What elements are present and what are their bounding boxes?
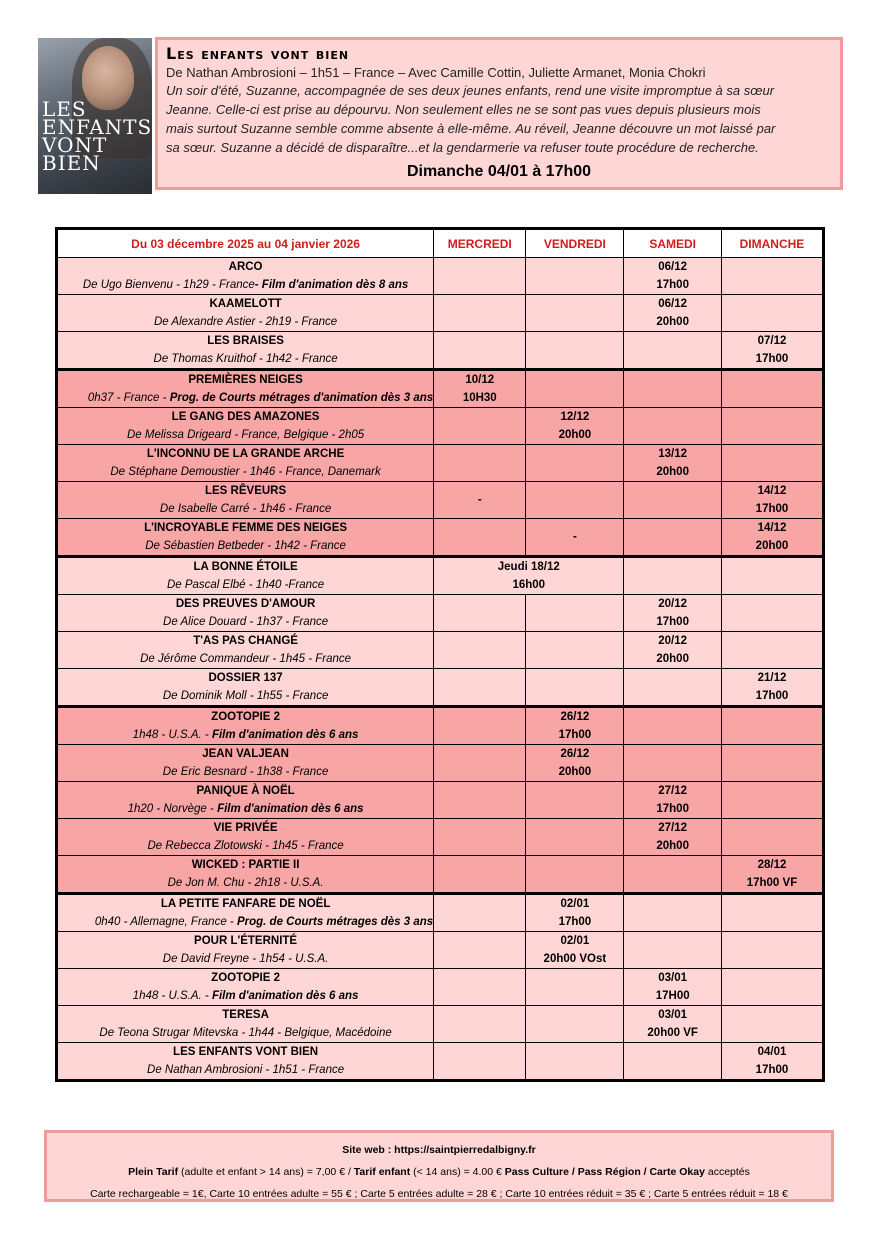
film-title: ZOOTOPIE 2 bbox=[211, 711, 280, 723]
showtime-vendredi bbox=[526, 1006, 624, 1043]
showtime-line: 12/12 bbox=[560, 411, 590, 423]
table-row bbox=[57, 969, 824, 1006]
showtime-dimanche bbox=[721, 932, 823, 969]
film-cell bbox=[57, 632, 434, 669]
header-mercredi: MERCREDI bbox=[434, 229, 526, 258]
header-period: Du 03 décembre 2025 au 04 janvier 2026 bbox=[57, 229, 434, 258]
table-row bbox=[57, 1006, 824, 1043]
showtime-line: 26/12 bbox=[560, 711, 590, 723]
showtime-line: 10H30 bbox=[462, 392, 497, 404]
table-row bbox=[57, 894, 824, 932]
showtime-vendredi bbox=[526, 370, 624, 408]
showtime-line: 14/12 bbox=[757, 485, 787, 497]
featured-date: Dimanche 04/01 à 17h00 bbox=[406, 163, 592, 180]
showtime-dimanche bbox=[721, 782, 823, 819]
film-credit-text: De David Freyne - 1h54 - U.S.A. bbox=[162, 953, 329, 965]
showtime-samedi bbox=[624, 856, 722, 894]
showtime-samedi bbox=[624, 482, 722, 519]
film-credit bbox=[58, 576, 433, 594]
showtime-samedi bbox=[624, 969, 722, 1006]
film-credit-bold: Prog. de Courts métrages d'animation dès 3 ans bbox=[169, 392, 434, 404]
showtime-mercredi bbox=[434, 332, 526, 370]
showtime-line: 17h00 bbox=[755, 1064, 789, 1076]
film-credit-text: De Alexandre Astier - 2h19 - France bbox=[153, 316, 338, 328]
showtime-mercredi bbox=[434, 632, 526, 669]
schedule-header-row bbox=[57, 229, 824, 258]
showtime-vendredi bbox=[526, 1043, 624, 1081]
film-credit bbox=[58, 726, 433, 744]
header-samedi: SAMEDI bbox=[624, 229, 722, 258]
showtime-mercredi bbox=[434, 819, 526, 856]
film-credit bbox=[58, 687, 433, 705]
film-cell bbox=[57, 595, 434, 632]
showtime-line: 07/12 bbox=[757, 335, 787, 347]
film-cell bbox=[57, 295, 434, 332]
film-credit bbox=[58, 500, 433, 518]
table-row bbox=[57, 445, 824, 482]
showtime-line: 20/12 bbox=[658, 598, 688, 610]
film-title: LES ENFANTS VONT BIEN bbox=[173, 1046, 319, 1058]
table-row bbox=[57, 557, 824, 595]
film-credit bbox=[58, 913, 433, 931]
film-title: LES BRAISES bbox=[207, 335, 284, 347]
film-title: ZOOTOPIE 2 bbox=[211, 972, 280, 984]
film-cell bbox=[57, 408, 434, 445]
showtime-dimanche bbox=[721, 1043, 823, 1081]
showtime-line: 26/12 bbox=[560, 748, 590, 760]
film-title: LES RÊVEURS bbox=[204, 485, 287, 497]
film-credit bbox=[58, 837, 433, 855]
showtime-line: 02/01 bbox=[560, 935, 590, 947]
showtime-line: 17h00 bbox=[656, 803, 689, 815]
showtime-vendredi bbox=[526, 632, 624, 669]
table-row bbox=[57, 1043, 824, 1081]
film-cell bbox=[57, 370, 434, 408]
showtime-mercredi bbox=[434, 707, 526, 745]
showtime-line: 04/01 bbox=[757, 1046, 787, 1058]
showtime-samedi bbox=[624, 782, 722, 819]
film-credit-text: De Jon M. Chu - 2h18 - U.S.A. bbox=[167, 877, 324, 889]
film-credit-text: De Isabelle Carré - 1h46 - France bbox=[159, 503, 332, 515]
film-credit bbox=[58, 537, 433, 555]
film-title: L'INCONNU DE LA GRANDE ARCHE bbox=[146, 448, 345, 460]
showtime-line: 27/12 bbox=[658, 822, 688, 834]
footer-cards: Carte rechargeable = 1€, Carte 10 entrées adulte = 55 € ; Carte 5 entrées adulte = 28 € ; Carte 10 entrées réduit = 35 € ; Carte 5 entrées réduit = 18 € bbox=[90, 1188, 788, 1200]
film-cell bbox=[57, 1043, 434, 1081]
synopsis-line: mais surtout Suzanne semble comme absente à elle-même. Au réveil, Jeanne découvre un mot laissé par bbox=[166, 121, 776, 136]
film-credit-text: De Nathan Ambrosioni - 1h51 - France bbox=[147, 1064, 345, 1076]
featured-synopsis bbox=[166, 81, 832, 157]
showtime-line: 20h00 bbox=[755, 540, 789, 552]
showtime-samedi bbox=[624, 258, 722, 295]
film-credit-text: 0h40 - Allemagne, France - bbox=[94, 916, 237, 928]
showtime-dimanche bbox=[721, 707, 823, 745]
film-credit-text: 1h48 - U.S.A. - bbox=[132, 990, 212, 1002]
film-title: LA BONNE ÉTOILE bbox=[193, 561, 298, 573]
showtime-line: 17h00 bbox=[755, 503, 789, 515]
film-title: L'INCROYABLE FEMME DES NEIGES bbox=[144, 522, 348, 534]
showtime-line: 17h00 bbox=[656, 279, 689, 291]
showtime-vendredi bbox=[526, 782, 624, 819]
showtime-line: 27/12 bbox=[658, 785, 688, 797]
showtime-mercredi bbox=[434, 669, 526, 707]
showtime-mercredi bbox=[434, 745, 526, 782]
film-credit bbox=[58, 763, 433, 781]
showtime-line: 20h00 bbox=[656, 653, 689, 665]
film-title: DOSSIER 137 bbox=[208, 672, 283, 684]
table-row bbox=[57, 295, 824, 332]
film-cell bbox=[57, 482, 434, 519]
showtime-vendredi bbox=[526, 745, 624, 782]
showtime-line: 20/12 bbox=[658, 635, 688, 647]
footer-tarifs bbox=[47, 1161, 831, 1183]
showtime-mercredi bbox=[434, 408, 526, 445]
film-cell bbox=[57, 557, 434, 595]
film-cell bbox=[57, 258, 434, 295]
footer-plein-detail: (adulte et enfant > 14 ans) = 7,00 € / bbox=[178, 1166, 354, 1178]
table-row bbox=[57, 482, 824, 519]
poster-title-line: BIEN bbox=[42, 151, 101, 175]
footer-pass-detail: acceptés bbox=[704, 1166, 750, 1178]
showtime-vendredi bbox=[526, 482, 624, 519]
film-title: WICKED : PARTIE II bbox=[191, 859, 300, 871]
film-credit bbox=[58, 613, 433, 631]
showtime-dimanche bbox=[721, 745, 823, 782]
showtime-vendredi bbox=[526, 969, 624, 1006]
film-title: LE GANG DES AMAZONES bbox=[171, 411, 320, 423]
film-title: PANIQUE À NOËL bbox=[196, 785, 295, 797]
film-credit-text: De Ugo Bienvenu - 1h29 - France bbox=[82, 279, 255, 291]
film-title: LA PETITE FANFARE DE NOËL bbox=[160, 898, 331, 910]
showtime-vendredi bbox=[526, 669, 624, 707]
header-vendredi: VENDREDI bbox=[526, 229, 624, 258]
showtime-dimanche bbox=[721, 408, 823, 445]
showtime-line: 21/12 bbox=[757, 672, 787, 684]
showtime-dimanche bbox=[721, 856, 823, 894]
showtime-mercredi-vendredi bbox=[434, 557, 624, 595]
film-cell bbox=[57, 1006, 434, 1043]
poster-title-line: VONT bbox=[42, 133, 108, 157]
showtime-vendredi bbox=[526, 445, 624, 482]
footer-pass-label: Pass Culture / Pass Région / Carte Okay bbox=[504, 1166, 705, 1178]
showtime-mercredi bbox=[434, 856, 526, 894]
footer-enfant-label: Tarif enfant bbox=[353, 1166, 411, 1178]
film-credit-text: De Melissa Drigeard - France, Belgique - 2h05 bbox=[127, 429, 365, 441]
showtime-vendredi bbox=[526, 819, 624, 856]
showtime-samedi bbox=[624, 819, 722, 856]
showtime-dimanche bbox=[721, 370, 823, 408]
film-cell bbox=[57, 669, 434, 707]
showtime-line: 17H00 bbox=[655, 990, 690, 1002]
showtime-vendredi bbox=[526, 595, 624, 632]
showtime-samedi bbox=[624, 408, 722, 445]
film-credit-text: De Sébastien Betbeder - 1h42 - France bbox=[145, 540, 346, 552]
table-row bbox=[57, 258, 824, 295]
table-row bbox=[57, 669, 824, 707]
poster-title-line: ENFANTS bbox=[42, 115, 152, 139]
showtime-line: 14/12 bbox=[757, 522, 787, 534]
showtime-dimanche bbox=[721, 332, 823, 370]
showtime-dimanche bbox=[721, 595, 823, 632]
film-credit bbox=[58, 350, 433, 368]
showtime-dimanche bbox=[721, 258, 823, 295]
film-title: POUR L'ÉTERNITÉ bbox=[194, 935, 298, 947]
film-credit-text: De Thomas Kruithof - 1h42 - France bbox=[153, 353, 338, 365]
showtime-samedi bbox=[624, 632, 722, 669]
showtime-line: - bbox=[477, 494, 482, 506]
film-credit bbox=[58, 426, 433, 444]
synopsis-line: Jeanne. Celle-ci est prise au dépourvu. Non seulement elles ne se sont pas vues depuis plusieurs mois bbox=[166, 102, 761, 117]
film-credit bbox=[58, 1061, 433, 1079]
showtime-mercredi bbox=[434, 370, 526, 408]
table-row bbox=[57, 519, 824, 557]
showtime-mercredi bbox=[434, 519, 526, 557]
table-row bbox=[57, 745, 824, 782]
featured-credits: De Nathan Ambrosioni – 1h51 – France – Avec Camille Cottin, Juliette Armanet, Monia Chokri bbox=[166, 65, 706, 80]
film-credit bbox=[58, 874, 433, 892]
showtime-mercredi bbox=[434, 295, 526, 332]
showtime-samedi bbox=[624, 932, 722, 969]
showtime-dimanche bbox=[721, 669, 823, 707]
showtime-line: 13/12 bbox=[658, 448, 688, 460]
table-row bbox=[57, 632, 824, 669]
film-credit-text: De Pascal Elbé - 1h40 -France bbox=[166, 579, 325, 591]
film-credit-bold: Film d'animation dès 6 ans bbox=[211, 729, 359, 741]
film-title: TERESA bbox=[222, 1009, 269, 1021]
film-credit bbox=[58, 950, 433, 968]
showtime-line: 17h00 bbox=[558, 729, 592, 741]
footer-plein-label: Plein Tarif bbox=[128, 1166, 179, 1178]
film-title: PREMIÈRES NEIGES bbox=[188, 374, 303, 386]
showtime-line: 17h00 bbox=[755, 690, 789, 702]
showtime-samedi bbox=[624, 595, 722, 632]
showtime-line: 03/01 bbox=[658, 972, 688, 984]
film-cell bbox=[57, 519, 434, 557]
showtime-line: 20h00 bbox=[558, 766, 592, 778]
showtime-line: 10/12 bbox=[465, 374, 495, 386]
table-row bbox=[57, 856, 824, 894]
table-row bbox=[57, 782, 824, 819]
showtime-dimanche bbox=[721, 295, 823, 332]
showtime-dimanche bbox=[721, 819, 823, 856]
showtime-samedi bbox=[624, 707, 722, 745]
table-row bbox=[57, 595, 824, 632]
film-title: T'AS PAS CHANGÉ bbox=[193, 635, 298, 647]
table-row bbox=[57, 332, 824, 370]
film-credit-text: De Eric Besnard - 1h38 - France bbox=[162, 766, 329, 778]
showtime-line: 28/12 bbox=[757, 859, 787, 871]
showtime-vendredi bbox=[526, 932, 624, 969]
table-row bbox=[57, 370, 824, 408]
showtime-dimanche bbox=[721, 969, 823, 1006]
table-row bbox=[57, 707, 824, 745]
film-cell bbox=[57, 707, 434, 745]
showtime-mercredi bbox=[434, 1043, 526, 1081]
showtime-vendredi bbox=[526, 258, 624, 295]
showtime-dimanche bbox=[721, 482, 823, 519]
showtime-line: 06/12 bbox=[658, 261, 688, 273]
showtime-mercredi bbox=[434, 932, 526, 969]
poster-title bbox=[42, 97, 152, 175]
showtime-samedi bbox=[624, 370, 722, 408]
showtime-vendredi bbox=[526, 856, 624, 894]
film-cell bbox=[57, 445, 434, 482]
schedule-table bbox=[55, 227, 825, 1082]
showtime-vendredi bbox=[526, 894, 624, 932]
film-credit-text: De Jérôme Commandeur - 1h45 - France bbox=[140, 653, 352, 665]
showtime-samedi bbox=[624, 745, 722, 782]
showtime-samedi bbox=[624, 669, 722, 707]
showtime-samedi bbox=[624, 1006, 722, 1043]
film-credit-text: De Rebecca Zlotowski - 1h45 - France bbox=[147, 840, 344, 852]
showtime-vendredi bbox=[526, 707, 624, 745]
table-row bbox=[57, 932, 824, 969]
film-credit-bold: - Film d'animation dès 8 ans bbox=[254, 279, 409, 291]
showtime-mercredi bbox=[434, 894, 526, 932]
showtime-mercredi bbox=[434, 1006, 526, 1043]
showtime-line: 20h00 bbox=[558, 429, 592, 441]
showtime-line: 16h00 bbox=[512, 579, 546, 591]
showtime-line: 17h00 bbox=[558, 916, 592, 928]
film-cell bbox=[57, 332, 434, 370]
film-cell bbox=[57, 819, 434, 856]
showtime-dimanche bbox=[721, 445, 823, 482]
showtime-line: 03/01 bbox=[658, 1009, 688, 1021]
showtime-line: 17h00 bbox=[755, 353, 789, 365]
showtime-mercredi bbox=[434, 969, 526, 1006]
featured-synopsis-box bbox=[155, 37, 843, 190]
film-title: ARCO bbox=[228, 261, 263, 273]
film-title: VIE PRIVÉE bbox=[213, 822, 278, 834]
showtime-line: 20h00 bbox=[656, 466, 689, 478]
showtime-line: 20h00 bbox=[656, 316, 689, 328]
showtime-mercredi bbox=[434, 595, 526, 632]
showtime-mercredi bbox=[434, 782, 526, 819]
film-credit bbox=[58, 800, 433, 818]
table-row bbox=[57, 819, 824, 856]
film-credit bbox=[58, 1024, 433, 1042]
film-credit bbox=[58, 987, 433, 1005]
showtime-vendredi bbox=[526, 332, 624, 370]
featured-poster bbox=[38, 38, 152, 194]
showtime-line: 20h00 VF bbox=[647, 1027, 698, 1039]
showtime-dimanche bbox=[721, 1006, 823, 1043]
footer-site: Site web : https://saintpierredalbigny.fr bbox=[342, 1144, 536, 1156]
showtime-line: - bbox=[572, 531, 577, 543]
film-title: JEAN VALJEAN bbox=[202, 748, 289, 760]
film-credit-bold: Film d'animation dès 6 ans bbox=[217, 803, 364, 815]
film-cell bbox=[57, 932, 434, 969]
film-cell bbox=[57, 782, 434, 819]
film-title: KAAMELOTT bbox=[209, 298, 282, 310]
synopsis-line: Un soir d'été, Suzanne, accompagnée de ses deux jeunes enfants, rend une visite impromptue à sa sœur bbox=[166, 83, 775, 98]
film-credit-text: 1h48 - U.S.A. - bbox=[132, 729, 212, 741]
film-credit-bold: Film d'animation dès 6 ans bbox=[211, 990, 359, 1002]
showtime-samedi bbox=[624, 295, 722, 332]
showtime-line: 06/12 bbox=[658, 298, 688, 310]
schedule-body bbox=[57, 258, 824, 1081]
showtime-samedi bbox=[624, 445, 722, 482]
showtime-dimanche bbox=[721, 632, 823, 669]
film-credit bbox=[58, 650, 433, 668]
showtime-vendredi bbox=[526, 408, 624, 445]
showtime-line: 02/01 bbox=[560, 898, 590, 910]
film-cell bbox=[57, 894, 434, 932]
film-credit-text: De Dominik Moll - 1h55 - France bbox=[162, 690, 329, 702]
poster-title-line: LES bbox=[42, 97, 87, 121]
showtime-dimanche bbox=[721, 894, 823, 932]
showtime-line: 17h00 VF bbox=[746, 877, 798, 889]
showtime-vendredi bbox=[526, 295, 624, 332]
showtime-line: 17h00 bbox=[656, 616, 689, 628]
film-credit bbox=[58, 276, 433, 294]
film-credit-text: De Stéphane Demoustier - 1h46 - France, Danemark bbox=[110, 466, 381, 478]
showtime-line: 20h00 VOst bbox=[543, 953, 607, 965]
synopsis-line: sa sœur. Suzanne a décidé de disparaître...et la gendarmerie va refuser toute procédure de recherche. bbox=[166, 140, 759, 155]
film-credit bbox=[58, 389, 433, 407]
showtime-line: 20h00 bbox=[656, 840, 689, 852]
showtime-samedi bbox=[624, 332, 722, 370]
showtime-mercredi bbox=[434, 258, 526, 295]
showtime-samedi bbox=[624, 894, 722, 932]
film-credit-text: 0h37 - France - bbox=[87, 392, 170, 404]
showtime-samedi bbox=[624, 557, 722, 595]
showtime-mercredi bbox=[434, 445, 526, 482]
showtime-dimanche bbox=[721, 519, 823, 557]
showtime-dimanche bbox=[721, 557, 823, 595]
film-credit-text: De Teona Strugar Mitevska - 1h44 - Belgique, Macédoine bbox=[99, 1027, 392, 1039]
footer-box bbox=[44, 1130, 834, 1202]
featured-title: Les enfants vont bien bbox=[166, 44, 350, 63]
film-credit bbox=[58, 313, 433, 331]
film-title: DES PREUVES D'AMOUR bbox=[175, 598, 316, 610]
film-cell bbox=[57, 745, 434, 782]
showtime-mercredi bbox=[434, 482, 526, 519]
film-credit bbox=[58, 463, 433, 481]
showtime-samedi bbox=[624, 1043, 722, 1081]
film-credit-text: 1h20 - Norvège - bbox=[127, 803, 218, 815]
showtime-line: Jeudi 18/12 bbox=[497, 561, 560, 573]
film-credit-bold: Prog. de Courts métrages dès 3 ans bbox=[236, 916, 434, 928]
showtime-vendredi bbox=[526, 519, 624, 557]
header-dimanche: DIMANCHE bbox=[721, 229, 823, 258]
footer-enfant-detail: (< 14 ans) = 4.00 € bbox=[410, 1166, 505, 1178]
table-row bbox=[57, 408, 824, 445]
film-credit-text: De Alice Douard - 1h37 - France bbox=[163, 616, 329, 628]
film-cell bbox=[57, 969, 434, 1006]
film-cell bbox=[57, 856, 434, 894]
showtime-samedi bbox=[624, 519, 722, 557]
